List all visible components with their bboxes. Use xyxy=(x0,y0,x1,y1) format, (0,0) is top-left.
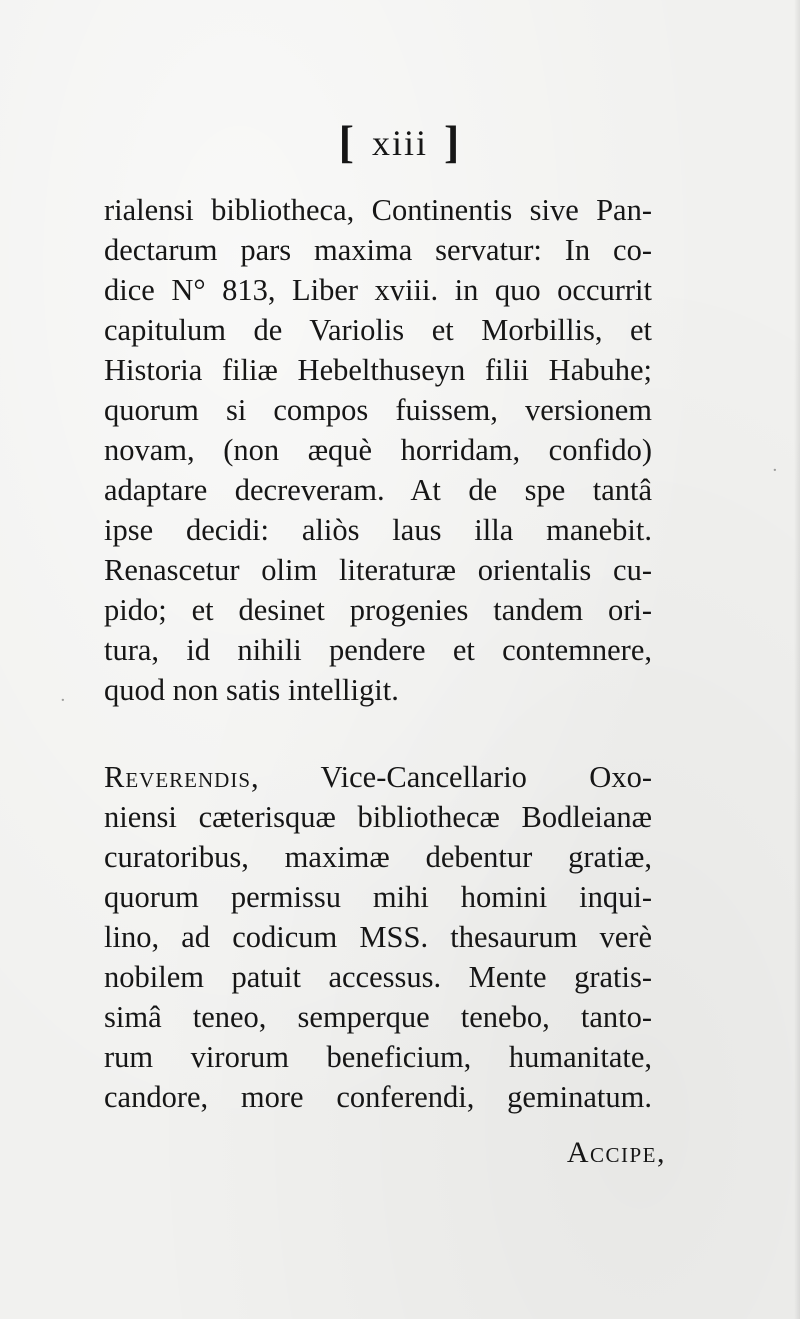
paragraph-1 xyxy=(104,190,652,710)
text-line: pido; et desinet progenies tandem ori- xyxy=(104,593,652,627)
text-line: lino, ad codicum MSS. thesaurum verè xyxy=(104,920,652,954)
left-bracket: [ xyxy=(338,116,356,167)
text-line: tura, id nihili pendere et contemnere, xyxy=(104,633,652,667)
text-line: dectarum pars maxima servatur: In co- xyxy=(104,233,652,267)
lead-small-caps: Reverendis xyxy=(104,760,252,794)
text-line: rialensi bibliotheca, Continentis sive Pan- xyxy=(104,193,652,227)
page-number-header xyxy=(0,112,800,173)
text-line: nobilem patuit accessus. Mente gratis- xyxy=(104,960,652,994)
text-line: quod non satis intelligit. xyxy=(104,673,399,707)
text-line: simâ teneo, semperque tenebo, tanto- xyxy=(104,1000,652,1034)
text-line: quorum permissu mihi homini inqui- xyxy=(104,880,652,914)
margin-speck: · xyxy=(60,690,66,711)
page-number: xiii xyxy=(371,123,428,163)
text-line: dice N° 813, Liber xviii. in quo occurrit xyxy=(104,273,652,307)
catchword: Accipe, xyxy=(566,1136,666,1169)
text-line: quorum si compos fuissem, versionem xyxy=(104,393,652,427)
text-line-first xyxy=(104,757,652,797)
right-bracket: ] xyxy=(444,116,462,167)
margin-speck: · xyxy=(772,460,778,481)
text-line: niensi cæterisquæ bibliothecæ Bodleianæ xyxy=(104,800,652,834)
text-line: ipse decidi: aliòs laus illa manebit. xyxy=(104,513,652,547)
text-line: candore, more conferendi, geminatum. xyxy=(104,1080,652,1114)
text-line: adaptare decreveram. At de spe tantâ xyxy=(104,473,652,507)
text-line: curatoribus, maximæ debentur gratiæ, xyxy=(104,840,652,874)
text-line: capitulum de Variolis et Morbillis, et xyxy=(104,313,652,347)
paragraph-2 xyxy=(104,757,652,1117)
text-line: Historia filiæ Hebelthuseyn filii Habuhe; xyxy=(104,353,652,387)
text-line: Renascetur olim literaturæ orientalis cu- xyxy=(104,553,652,587)
text-line-rest: , Vice-Cancellario Oxo- xyxy=(251,760,652,794)
text-line: rum virorum beneficium, humanitate, xyxy=(104,1040,652,1074)
text-line: novam, (non æquè horridam, confido) xyxy=(104,433,652,467)
